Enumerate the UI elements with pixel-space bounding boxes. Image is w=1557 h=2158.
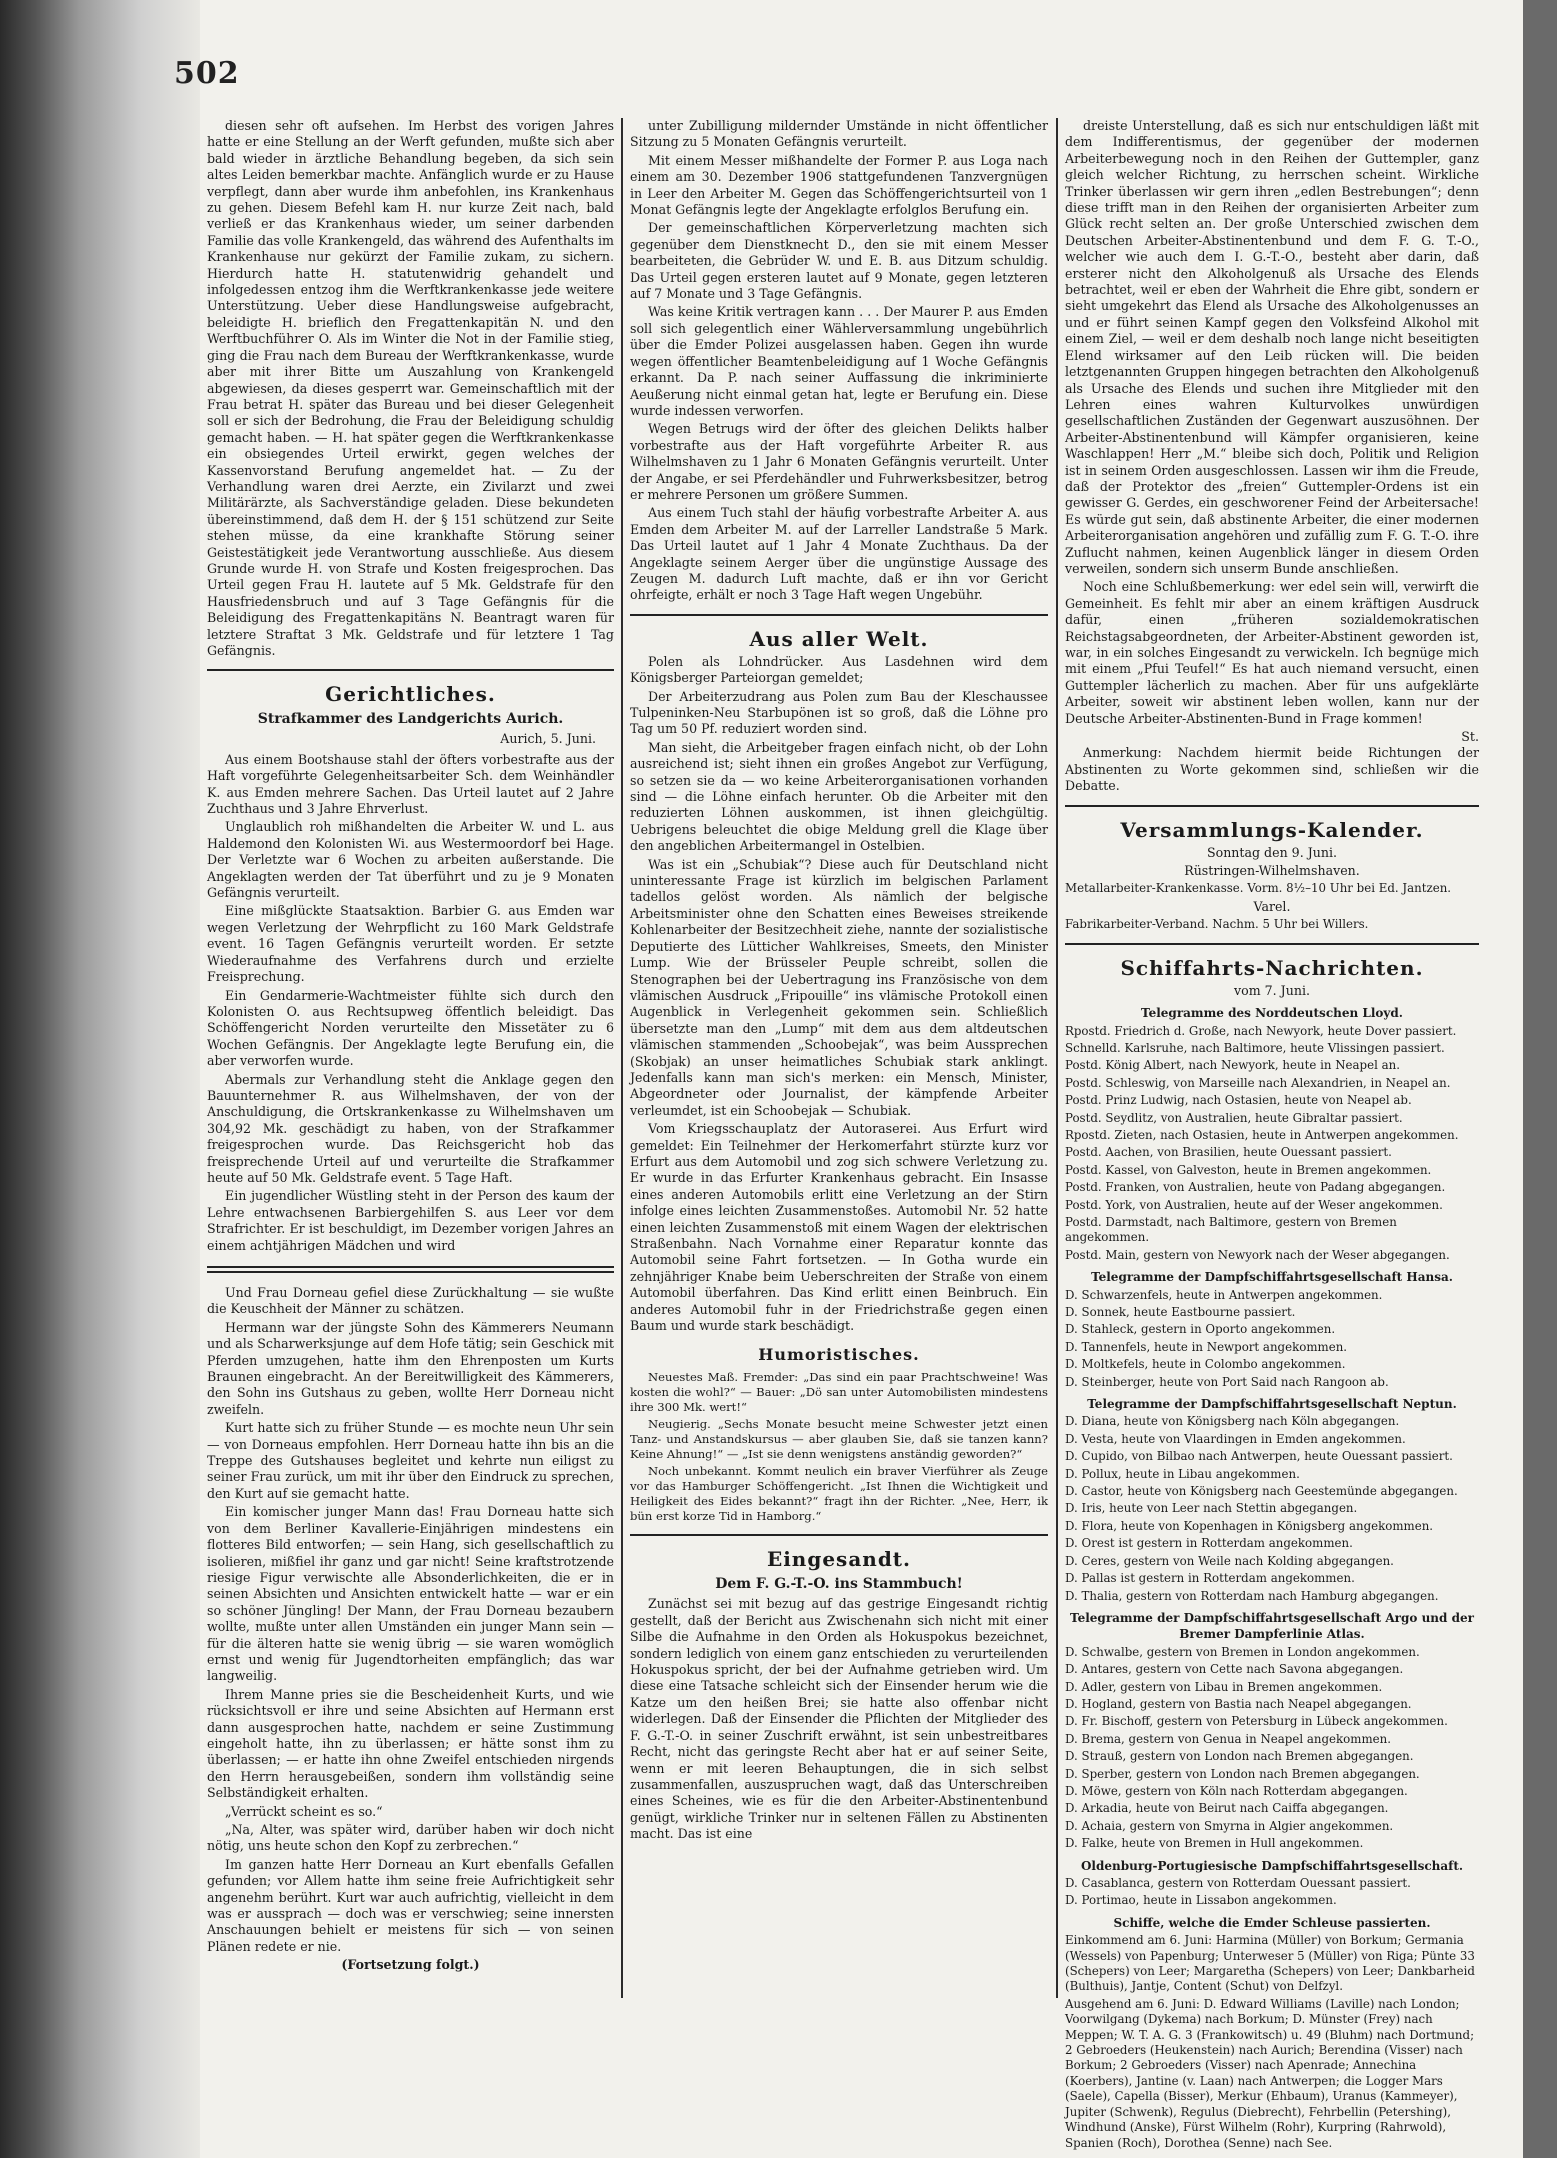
ship-report-line: D. Brema, gestern von Genua in Neapel angekommen. — [1065, 1731, 1391, 1746]
ship-report-line: D. Adler, gestern von Libau in Bremen angekommen. — [1065, 1679, 1383, 1694]
ship-report-line: Rpostd. Zieten, nach Ostasien, heute in Antwerpen angekommen. — [1065, 1127, 1459, 1142]
ship-report-line: D. Fr. Bischoff, gestern von Petersburg in Lübeck angekommen. — [1065, 1714, 1448, 1729]
ship-report-line: D. Thalia, gestern von Rotterdam nach Hamburg abgegangen. — [1065, 1588, 1439, 1603]
ship-report-line: Postd. Prinz Ludwig, nach Ostasien, heute von Neapel ab. — [1065, 1093, 1412, 1108]
paragraph: Abermals zur Verhandlung steht die Anklage gegen den Bauunternehmer R. aus Wilhelmshaven, der von der Anschuldigung, die Ortskrankenkasse zu Wilhelmshaven um 304,92 Mk. geschädigt zu haben, von der Strafkammer freigesprochen wurde. Das Reichsgericht hob das freisprechende Urteil auf und verurteilte die Strafkammer heute auf 50 Mk. Geldstrafe event. 5 Tage Haft. — [207, 1071, 614, 1185]
ship-report-line: D. Hogland, gestern von Bastia nach Neapel abgegangen. — [1065, 1696, 1412, 1711]
calendar-place: Varel. — [1253, 898, 1291, 914]
ship-report-line: D. Cupido, von Bilbao nach Antwerpen, heute Ouessant passiert. — [1065, 1449, 1453, 1464]
telegram-list — [1065, 1414, 1479, 1603]
ship-report-line: Postd. Darmstadt, nach Baltimore, gestern von Bremen angekommen. — [1065, 1214, 1397, 1245]
paragraph: Polen als Lohndrücker. Aus Lasdehnen wird dem Königsberger Parteiorgan gemeldet; — [630, 653, 1048, 686]
ship-report-line: D. Portimao, heute in Lissabon angekommen. — [1065, 1893, 1337, 1908]
page-number: 502 — [174, 56, 240, 91]
signature: St. — [1461, 729, 1479, 745]
dateline: Aurich, 5. Juni. — [500, 731, 596, 747]
paragraph: „Na, Alter, was später wird, darüber haben wir doch nicht nötig, uns heute schon den Kopf zu zerbrechen.“ — [207, 1822, 614, 1854]
paragraph: Neuestes Maß. Fremder: „Das sind ein paar Prachtschweine! Was kosten die wohl?“ — Bauer: „Dö san unter Automobilisten mindestens ihre 300 Mk. wert!“ — [630, 1370, 1048, 1415]
ship-report-line: Postd. York, von Australien, heute auf der Weser angekommen. — [1065, 1197, 1443, 1212]
ship-report-line: D. Stahleck, gestern in Oporto angekommen. — [1065, 1322, 1336, 1337]
ship-report-line: D. Casablanca, gestern von Rotterdam Ouessant passiert. — [1065, 1876, 1411, 1890]
book-binding-edge — [0, 0, 200, 2158]
paragraph: Was keine Kritik vertragen kann . . . Der Maurer P. aus Emden soll sich gelegentlich einer Wählerversammlung ungebührlich über die Emder Polizei ausgelassen haben. Gegen ihn wurde wegen öffentlicher Beamtenbeleidigung auf 1 Woche Gefängnis erkannt. Da P. nach seiner Auffassung die inkriminierte Aeußerung nicht einmal getan hat, legte er Berufung ein. Diese wurde indessen verworfen. — [630, 304, 1048, 418]
ship-report-line: D. Tannenfels, heute in Newport angekommen. — [1065, 1339, 1348, 1354]
paragraph: Unglaublich roh mißhandelten die Arbeiter W. und L. aus Haldemond den Kolonisten Wi. aus Westermoordorf bei Hage. Der Verletzte war 6 Wochen zu arbeiten außerstande. Die Angeklagten werden der Tat überführt und zu je 9 Monaten Gefängnis verurteilt. — [207, 819, 614, 901]
paragraph: Und Frau Dorneau gefiel diese Zurückhaltung — sie wußte die Keuschheit der Männer zu schätzen. — [207, 1285, 614, 1317]
editor-note: Anmerkung: Nachdem hiermit beide Richtungen der Abstinenten zu Worte gekommen sind, schließen wir die Debatte. — [1065, 745, 1479, 794]
section-heading-versammlungs-kalender: Versammlungs-Kalender. — [1120, 817, 1424, 842]
section-subheading: Strafkammer des Landgerichts Aurich. — [257, 711, 564, 728]
scan-background-edge — [1523, 0, 1557, 2158]
paragraph: Vom Kriegsschauplatz der Autoraserei. Aus Erfurt wird gemeldet: Ein Teilnehmer der Herkomerfahrt stürzte kurz vor Erfurt aus dem Automobil und zog sich schwere Verletzung zu. Er wurde in das Erfurter Krankenhaus gebracht. Ein Insasse eines anderen Automobils erlitt eine Verletzung an der Stirn infolge eines leichten Zusammenstoßes. Automobil Nr. 52 hatte einen leichten Zusammenstoß mit einem Wagen der elektrischen Straßenbahn. Nach Vornahme einer Reparatur konnte das Automobil seine Fahrt fortsetzen. — In Gotha wurde ein zehnjähriger Knabe beim Ueberschreiten der Straße von einem Automobil überfahren. Das Kind erlitt einen Beinbruch. Ein anderes Automobil fuhr in der Friedrichstraße gegen einen Baum und wurde stark beschädigt. — [630, 1121, 1048, 1334]
telegram-heading: Schiffe, welche die Emder Schleuse passierten. — [1113, 1915, 1431, 1930]
ship-report-line: D. Ceres, gestern von Weile nach Kolding abgegangen. — [1065, 1553, 1394, 1568]
paragraph: Im ganzen hatte Herr Dorneau an Kurt ebenfalls Gefallen gefunden; vor Allem hatte ihm seine freie Aufrichtigkeit sehr angenehm berührt. Kurt war auch aufrichtig, vielleicht in dem was er aussprach — doch was er verschwieg; seine innersten Anschauungen behielt er meistens für sich — von seinen Plänen redete er nie. — [207, 1856, 614, 1954]
ship-report-line: Ausgehend am 6. Juni: D. Edward Williams (Laville) nach London; Voorwilgang (Dykema) nach Borkum; D. Münster (Frey) nach Meppen; W. T. A. G. 3 (Frankowitsch) u. 49 (Bluhm) nach Dortmund; 2 Gebroeders (Heukenstein) nach Aurich; Berendina (Visser) nach Borkum; 2 Gebroeders (Visser) nach Apenrade; Annechina (Koerbers), Jantine (v. Laan) nach Antwerpen; die Logger Mars (Saele), Capella (Bisser), Merkur (Ehbaum), Uranus (Kammeyer), Jupiter (Schwenk), Regulus (Diebrecht), Fehrbellin (Petershing), Windhund (Anske), Fürst Wilhelm (Rohr), Kurpring (Rahrwold), Spanien (Roch), Dorothea (Senne) nach See. — [1065, 1996, 1475, 2150]
section-rule — [630, 1534, 1048, 1536]
paragraph: Wegen Betrugs wird der öfter des gleichen Delikts halber vorbestrafte aus der Haft vorgeführte Arbeiter R. aus Wilhelmshaven zu 1 Jahr 6 Monaten Gefängnis verurteilt. Unter der Angabe, er sei Pferdehändler und Fuhrwerksbesitzer, betrog er mehrere Personen um größere Summen. — [630, 421, 1048, 502]
telegram-heading: Oldenburg-Portugiesische Dampfschiffahrtsgesellschaft. — [1080, 1858, 1464, 1873]
ship-report-line: D. Pollux, heute in Libau angekommen. — [1065, 1466, 1300, 1481]
ship-report-line: D. Strauß, gestern von London nach Bremen abgegangen. — [1065, 1749, 1414, 1764]
telegram-list — [1065, 1288, 1479, 1390]
section-rule — [1065, 805, 1479, 807]
ship-report-line: Postd. Seydlitz, von Australien, heute Gibraltar passiert. — [1065, 1110, 1403, 1125]
paragraph: Eine mißglückte Staatsaktion. Barbier G. aus Emden war wegen Verletzung der Wehrpflicht zu 160 Mark Geldstrafe event. 16 Tagen Gefängnis verurteilt worden. Er setzte Wiederaufnahme des Verfahrens durch und erzielte Freisprechung. — [207, 903, 614, 985]
ship-report-line: D. Vesta, heute von Vlaardingen in Emden angekommen. — [1065, 1431, 1406, 1446]
calendar-entry: Fabrikarbeiter-Verband. Nachm. 5 Uhr bei Willers. — [1065, 917, 1369, 932]
ship-report-line: D. Arkadia, heute von Beirut nach Caiffa abgegangen. — [1065, 1801, 1389, 1816]
ship-report-line: Schnelld. Karlsruhe, nach Baltimore, heute Vlissingen passiert. — [1065, 1040, 1445, 1055]
ship-report-line: Postd. Main, gestern von Newyork nach der Weser abgegangen. — [1065, 1247, 1450, 1262]
calendar-entry: Metallarbeiter-Krankenkasse. Vorm. 8½–10 Uhr bei Ed. Jantzen. — [1065, 881, 1452, 896]
paragraph: Was ist ein „Schubiak“? Diese auch für Deutschland nicht uninteressante Frage ist kürzlich im belgischen Parlament tadellos gelöst worden. Als nämlich der belgische Arbeitsminister ohne den Schatten eines Beweises streikende Kohlenarbeiter der Besitzechheit ziehe, nannte der sozialistische Deputierte des Lütticher Wahlkreises, Smeets, den Minister Lump. Wie der Brüsseler Peuple schreibt, sollen die Stenographen bei der Uebertragung ins Französische von dem vlämischen Ausdruck „Fripouille“ ins vlämische Protokoll einen Augenblick in Verlegenheit gekommen sein. Schließlich übersetzte man den „Lump“ mit dem aus dem altdeutschen vlämischen stammenden „Schoobejak“, was beim Aussprechen (Skobjak) an unser heimatliches Schubiak stark anklingt. Jedenfalls kann man sich's merken: ein Mensch, Minister, Abgeordneter oder Journalist, der kämpfende Arbeiter verleumdet, ist ein Schoobejak — Schubiak. — [630, 856, 1048, 1118]
calendar-place: Rüstringen-Wilhelmshaven. — [1184, 863, 1360, 879]
continuation-note: (Fortsetzung folgt.) — [341, 1957, 480, 1973]
telegram-heading: Telegramme der Dampfschiffahrtsgesellschaft Neptun. — [1087, 1397, 1457, 1412]
paragraph: Ihrem Manne pries sie die Bescheidenheit Kurts, und wie rücksichtsvoll er ihre und seine Absichten auf Hermann erst dann ausgesprochen hatte, nachdem er seine Zustimmung eingeholt hatte, ihn zu überlassen; er hätte sonst ihm zu überlassen; — er hatte ihn ohne Zweifel entschieden nirgends den Herrn herausgebeißen, sondern ihm vollständig seine Selbständigkeit erhalten. — [207, 1686, 614, 1801]
ship-report-line: D. Achaia, gestern von Smyrna in Algier angekommen. — [1065, 1818, 1394, 1833]
paragraph: Ein jugendlicher Wüstling steht in der Person des kaum der Lehre entwachsenen Barbiergehilfen S. aus Leer vor dem Strafrichter. Er ist beschuldigt, im Dezember vorigen Jahres an einem achtjährigen Mädchen und wird — [207, 1188, 614, 1253]
paragraph: Ein komischer junger Mann das! Frau Dorneau hatte sich von dem Berliner Kavallerie-Einjährigen mindestens ein flotteres Bild entworfen; — sein Hang, sich gesellschaftlich zu isolieren, mißfiel ihr ganz und gar nicht! Seine kraftstrotzende riesige Figur verwischte alle Absonderlichkeiten, die er in seinen Absichten und Ansichten entwickelt hatte — war er ein so schöner Jüngling! Der Mann, der Frau Dorneau bezaubern wollte, mußte unter allen Umständen ein junger Mann sein — für die älteren hatte sie wenig übrig — sie waren womöglich ernst und wenig für Jugendtorheiten empfänglich; das war langweilig. — [207, 1504, 614, 1684]
ship-report-line: Postd. Aachen, von Brasilien, heute Ouessant passiert. — [1065, 1145, 1392, 1160]
ship-report-line: Postd. Kassel, von Galveston, heute in Bremen angekommen. — [1065, 1162, 1432, 1177]
telegram-list — [1065, 1024, 1479, 1264]
paragraph: Zunächst sei mit bezug auf das gestrige Eingesandt richtig gestellt, daß der Bericht aus Zwischenahn sich nicht mit einer Silbe die Aufnahme in den Orden als Hokuspokus bezeichnet, sondern lediglich von einem ganz entschieden zu verurteilenden Hokuspokus spricht, der bei der Aufnahme getrieben wird. Um diese eine Tatsache schleicht sich der Einsender herum wie die Katze um den heißen Brei; sie hatte also offenbar nicht widerlegen. Daß der Einsender die Pflichten der Mitglieder des F. G.-T.-O. in seiner Zuschrift erwähnt, ist sein unbestreitbares Recht, nicht das geringste Recht aber hat er auf seiner Seite, wenn er mit leeren Behauptungen, die in sich selbst zusammenfallen, auszuspruchen wagt, daß das Unterschreiben eines Scheines, wie es für die den Arbeiter-Abstinentenbund genügt, wirkliche Trinker nur in seltenen Fällen zu Abstinenten macht. Das ist eine — [630, 1596, 1048, 1842]
ship-report-line: Einkommend am 6. Juni: Harmina (Müller) von Borkum; Germania (Wessels) von Papenburg; Unterweser 5 (Müller) von Riga; Pünte 33 (Schepers) von Leer; Margaretha (Schepers) von Leer; Dankbarheid (Bulthuis), Jantje, Content (Schut) von Delfzyl. — [1065, 1933, 1475, 1994]
telegram-heading: Telegramme der Dampfschiffahrtsgesellschaft Hansa. — [1091, 1270, 1453, 1285]
paragraph: Ein Gendarmerie-Wachtmeister fühlte sich durch den Kolonisten O. aus Rechtsupweg öffentlich beleidigt. Das Schöffengericht Norden verurteilte den Missetäter zu 6 Wochen Gefängnis. Der Angeklagte legte Berufung ein, die aber verworfen wurde. — [207, 987, 614, 1069]
ship-report-line: D. Möwe, gestern von Köln nach Rotterdam abgegangen. — [1065, 1783, 1408, 1798]
column-rule — [621, 118, 623, 1998]
paragraph: Mit einem Messer mißhandelte der Former P. aus Loga nach einem am 30. Dezember 1906 stattgefundenen Tanzvergnügen in Leer den Arbeiter M. Gegen das Schöffengerichtsurteil von 1 Monat Gefängnis legte der Angeklagte erfolglos Berufung ein. — [630, 152, 1048, 218]
ship-report-line: D. Diana, heute von Königsberg nach Köln abgegangen. — [1065, 1414, 1400, 1429]
ship-report-line: D. Moltkefels, heute in Colombo angekommen. — [1065, 1357, 1346, 1372]
ship-report-line: D. Pallas ist gestern in Rotterdam angekommen. — [1065, 1571, 1355, 1586]
feuilleton-rule — [207, 1266, 614, 1273]
telegram-heading: Telegramme der Dampfschiffahrtsgesellschaft Argo und der Bremer Dampferlinie Atlas. — [1070, 1610, 1474, 1642]
telegram-list — [1065, 1876, 1479, 1909]
section-heading-schiffahrts-nachrichten: Schiffahrts-Nachrichten. — [1120, 955, 1424, 980]
paragraph: Kurt hatte sich zu früher Stunde — es mochte neun Uhr sein — von Dorneaus empfohlen. Herr Dorneau hatte ihn bis an die Treppe des Gutshauses begleitet und kehrte nun eiligst zu seiner Frau zurück, um mit ihr über den Eindruck zu sprechen, den Kurt auf sie gemacht hatte. — [207, 1420, 614, 1501]
ship-report-line: D. Castor, heute von Königsberg nach Geestemünde abgegangen. — [1065, 1484, 1458, 1499]
ship-report-line: D. Sperber, gestern von London nach Bremen abgegangen. — [1065, 1766, 1420, 1781]
ship-report-line: D. Steinberger, heute von Port Said nach Rangoon ab. — [1065, 1374, 1389, 1389]
paragraph: diesen sehr oft aufsehen. Im Herbst des vorigen Jahres hatte er eine Stellung an der Werft gefunden, mußte sich aber bald wieder in ärztliche Behandlung begeben, da sich sein altes Leiden bemerkbar machte. Anfänglich wurde er zu Hause verpflegt, dann aber wurde ihm anbefohlen, ins Krankenhaus zu gehen. Diesem Befehl kam H. nur kurze Zeit nach, bald verließ er das Krankenhaus wieder, um seiner darbenden Familie das volle Krankengeld, das während des Aufenthalts im Krankenhause nur gekürzt der Familie zukam, zu sichern. Hierdurch hatte H. statutenwidrig gehandelt und infolgedessen entzog ihm die Werftkrankenkasse jede weitere Unterstützung. Ueber diese Handlungsweise aufgebracht, beleidigte H. brieflich den Fregattenkapitän N. und den Werftbuchführer O. Als im Winter die Not in der Familie stieg, ging die Frau nach dem Bureau der Werftkrankenkasse, wurde aber mit ihrer Bitte um Auszahlung von Krankengeld abgewiesen, da dieses gesperrt war. Gemeinschaftlich mit der Frau betrat H. später das Bureau und bei dieser Gelegenheit soll er sich der Bedrohung, die Frau der Beleidigung schuldig gemacht haben. — H. hat später gegen die Werftkrankenkasse ein obsiegendes Urteil erwirkt, gegen welches der Kassenvorstand Berufung angemeldet hat. — Zu der Verhandlung waren drei Aerzte, ein Zivilarzt und zwei Militärärzte, als Sachverständige geladen. Diese bekundeten übereinstimmend, daß dem H. der § 151 schützend zur Seite stehen müsse, da eine krankhafte Störung seiner Geistestätigkeit jede Verantwortung ausschließe. Aus diesem Grunde wurde H. von Strafe und Kosten freigesprochen. Das Urteil gegen Frau H. lautete auf 5 Mk. Geldstrafe für den Hausfriedensbruch und auf 3 Tage Gefängnis für die Beleidigung des Fregattenkapitäns N. Beantragt waren für letztere Straftat 3 Mk. Geldstrafe und für letztere 1 Tag Gefängnis. — [207, 118, 614, 658]
ship-report-line: D. Sonnek, heute Eastbourne passiert. — [1065, 1305, 1296, 1319]
ship-report-line: Postd. König Albert, nach Newyork, heute in Neapel an. — [1065, 1058, 1400, 1073]
ship-report-line: D. Falke, heute von Bremen in Hull angekommen. — [1065, 1836, 1364, 1851]
paragraph: Neugierig. „Sechs Monate besucht meine Schwester jetzt einen Tanz- und Anstandskursus — aber glauben Sie, daß sie tanzen kann? Keine Ahnung!“ — „Ist sie denn wenigstens anständig geworden?“ — [630, 1417, 1048, 1462]
column-3 — [1065, 118, 1479, 2150]
paragraph: dreiste Unterstellung, daß es sich nur entschuldigen läßt mit dem Indifferentismus, der gegenüber der modernen Arbeiterbewegung noch in den Reihen der Guttempler, ganz gleich welcher Richtung, zu herrschen scheint. Wirkliche Trinker überlassen wir gern ihren „edlen Bestrebungen“; denn diese trifft man in den Reihen der organisierten Arbeiter zum Glück recht selten an. Der große Unterschied zwischen dem Deutschen Arbeiter-Abstinentenbund und dem F. G. T.-O., welcher wie auch dem I. G.-T.-O., besteht aber darin, daß ersterer nicht den Alkoholgenuß als Ursache des Elends betrachtet, weil er eben der Wahrheit die Ehre gibt, sondern er sieht umgekehrt das Elend als Ursache des Alkoholgenusses an und er führt seinen Kampf gegen den Volksfeind Alkohol mit einem Ziel, — weil er dem deshalb noch lange nicht beseitigten Elend wirksamer auf den Leib rücken will. Die beiden letztgenannten Gruppen hingegen betrachten den Alkoholgenuß als Ursache des Elends und suchen ihre Mitglieder mit den Lehren eines wahren Kulturvolkes unwürdigen gesellschaftlichen Zuständen der Gegenwart auszusöhnen. Der Arbeiter-Abstinentenbund will Kämpfer organisieren, keine Waschlappen! Herr „M.“ bleibe sich doch, Politik und Religion ist in seinem Orden ausgeschlossen. Lassen wir ihm die Freude, daß der Protektor des „freien“ Guttempler-Ordens ist ein gewisser G. Gerdes, ein geschworener Feind der Arbeitersache! Es würde gut sein, daß abstinente Arbeiter, die einer modernen Arbeiterorganisation angehören und zufällig zum F. G. T.-O. ihre Zuflucht nahmen, keinen Augenblick länger in diesem Orden verweilen, sondern sich unserm Bunde anschließen. — [1065, 118, 1479, 576]
ship-report-line: D. Antares, gestern von Cette nach Savona abgegangen. — [1065, 1662, 1404, 1677]
column-1 — [207, 118, 614, 1994]
paragraph: Hermann war der jüngste Sohn des Kämmerers Neumann und als Scharwerksjunge auf dem Hofe tätig; sein Geschick mit Pferden umzugehen, hatte ihm den Ehrenposten um Kurts Braunen eingebracht. An der Bereitwilligkeit des Kämmerers, den Sohn ins Gutshaus zu geben, wollte Herr Dorneau nicht zweifeln. — [207, 1319, 614, 1417]
paragraph: Aus einem Bootshause stahl der öfters vorbestrafte aus der Haft vorgeführte Gelegenheitsarbeiter Sch. dem Weinhändler K. aus Emden mehrere Sachen. Das Urteil lautet auf 2 Jahre Zuchthaus und 3 Jahre Ehrverlust. — [207, 751, 614, 817]
section-heading-gerichtliches: Gerichtliches. — [325, 682, 496, 707]
column-2 — [630, 118, 1048, 1994]
paragraph: Noch eine Schlußbemerkung: wer edel sein will, verwirft die Gemeinheit. Es fehlt mir aber an einem kräftigen Ausdruck dafür, einen „früheren sozialdemokratischen Reichstagsabgeordneten, der Arbeiter-Abstinent geworden ist, war, in ein solches Eingesandt zu verwickeln. Ich begnüge mich mit einem „Pfui Teufel!“ Es hat auch niemand versucht, einen Guttempler lächerlich zu machen. Aber für uns aufgeklärte Arbeiter, soweit wir abstinent leben wollen, kann nur der Deutsche Arbeiter-Abstinenten-Bund in Frage kommen! — [1065, 579, 1479, 726]
shipping-date: vom 7. Juni. — [1234, 982, 1310, 998]
ship-report-line: D. Flora, heute von Kopenhagen in Königsberg angekommen. — [1065, 1518, 1434, 1533]
section-rule — [207, 669, 614, 671]
paragraph: Der gemeinschaftlichen Körperverletzung machten sich gegenüber dem Dienstknecht D., den sie mit einem Messer bearbeiteten, die Gebrüder W. und E. B. aus Ditzum schuldig. Das Urteil gegen ersteren lautet auf 9 Monate, gegen letzteren auf 7 Monate und 3 Tage Gefängnis. — [630, 220, 1048, 302]
ship-report-line: D. Schwalbe, gestern von Bremen in London angekommen. — [1065, 1644, 1420, 1659]
paragraph: „Verrückt scheint es so.“ — [225, 1803, 383, 1819]
section-subheading: Dem F. G.-T.-O. ins Stammbuch! — [715, 1576, 963, 1593]
column-rule — [1056, 118, 1058, 1998]
ship-report-line: D. Schwarzenfels, heute in Antwerpen angekommen. — [1065, 1287, 1383, 1302]
section-heading-humoristisches: Humoristisches. — [758, 1345, 920, 1365]
paragraph: Man sieht, die Arbeitgeber fragen einfach nicht, ob der Lohn ausreichend ist; sieht ihnen ein großes Angebot zur Verfügung, so setzen sie da — wo keine Arbeiterorganisationen vorhanden sind — die Löhne einfach herunter. Ob die Arbeiter mit den reduzierten Löhnen auskommen, ist ihnen gleichgültig. Uebrigens beleuchtet die obige Meldung grell die Klage über den angeblichen Arbeitermangel in Ostelbien. — [630, 739, 1048, 854]
ship-report-line: Postd. Schleswig, von Marseille nach Alexandrien, in Neapel an. — [1065, 1075, 1451, 1090]
section-heading-eingesandt: Eingesandt. — [766, 1547, 912, 1572]
telegram-heading: Telegramme des Norddeutschen Lloyd. — [1141, 1006, 1403, 1021]
telegram-list — [1065, 1645, 1479, 1852]
paragraph: unter Zubilligung mildernder Umstände in nicht öffentlicher Sitzung zu 5 Monaten Gefängnis verurteilt. — [630, 118, 1048, 150]
paragraph: Noch unbekannt. Kommt neulich ein braver Vierführer als Zeuge vor das Hamburger Schöffengericht. „Ist Ihnen die Wichtigkeit und Heiligkeit des Eides bekannt?“ fragt ihn der Richter. „Nee, Herr, ik bün erst korze Tid in Hamborg.“ — [630, 1464, 1048, 1524]
calendar-date: Sonntag den 9. Juni. — [1206, 844, 1337, 860]
telegram-list — [1065, 1933, 1479, 2151]
ship-report-line: Postd. Franken, von Australien, heute von Padang abgegangen. — [1065, 1180, 1446, 1195]
ship-report-line: D. Orest ist gestern in Rotterdam angekommen. — [1065, 1536, 1353, 1551]
paragraph: Der Arbeiterzudrang aus Polen zum Bau der Kleschaussee Tulpeninken-Neu Starbupönen ist so groß, daß die Löhne pro Tag um 50 Pf. reduziert worden sind. — [630, 688, 1048, 737]
paragraph: Aus einem Tuch stahl der häufig vorbestrafte Arbeiter A. aus Emden dem Arbeiter M. auf der Larreller Landstraße 5 Mark. Das Urteil lautet auf 1 Jahr 4 Monate Zuchthaus. Da der Angeklagte seinem Aerger über die ungünstige Aussage des Zeugen M. dadurch Luft machte, daß er ihn vor Gericht ohrfeigte, erhält er noch 3 Tage Haft wegen Ungebühr. — [630, 505, 1048, 603]
section-rule — [1065, 943, 1479, 945]
section-heading-aus-aller-welt: Aus aller Welt. — [749, 626, 929, 651]
ship-report-line: Rpostd. Friedrich d. Große, nach Newyork, heute Dover passiert. — [1065, 1023, 1457, 1038]
section-rule — [630, 614, 1048, 616]
ship-report-line: D. Iris, heute von Leer nach Stettin abgegangen. — [1065, 1501, 1358, 1516]
